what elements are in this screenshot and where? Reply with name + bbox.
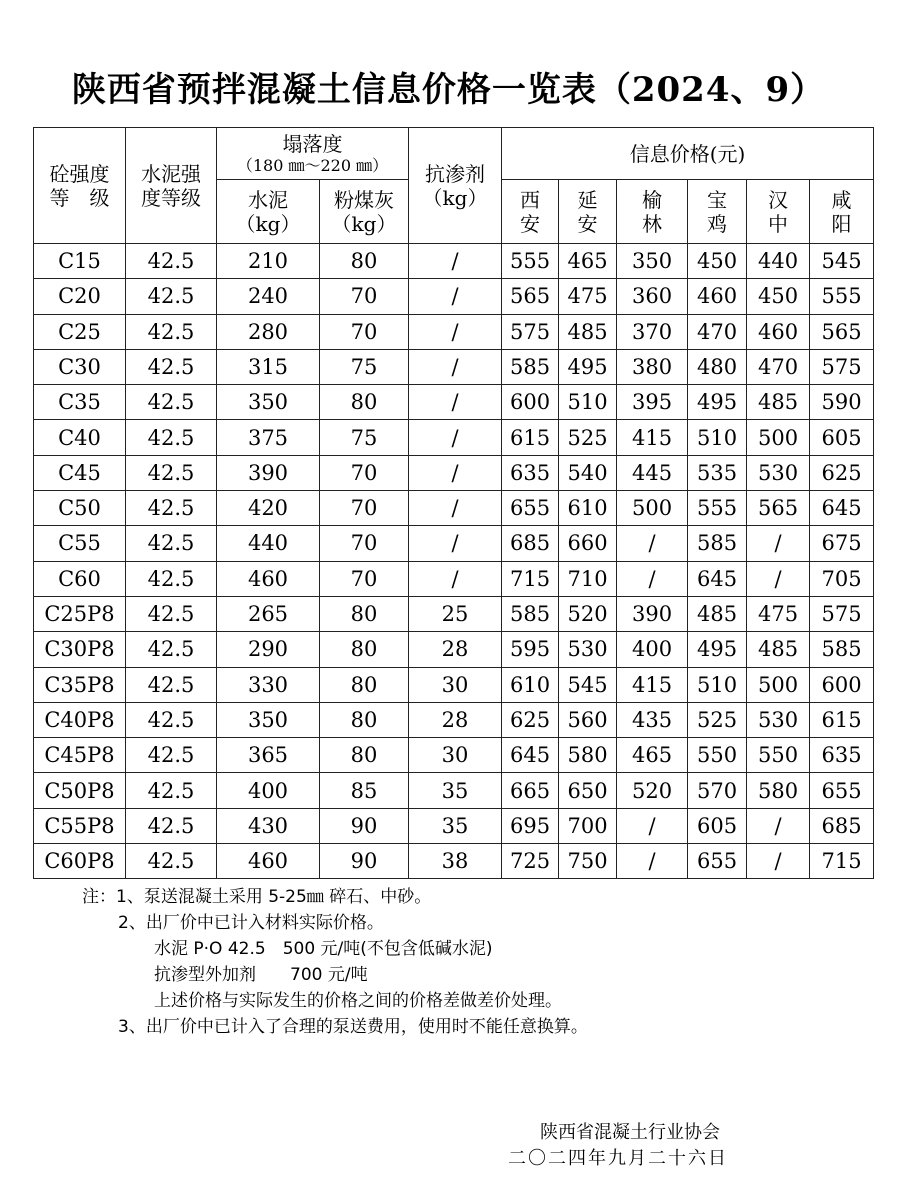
table-cell: C60P8: [34, 844, 126, 879]
table-cell: 70: [320, 526, 409, 561]
table-cell: 460: [747, 314, 810, 349]
header-cement: 水泥 （kg）: [217, 180, 320, 244]
table-cell: 510: [559, 385, 617, 420]
table-cell: 615: [810, 702, 874, 737]
table-cell: 80: [320, 667, 409, 702]
table-cell: 80: [320, 244, 409, 279]
table-cell: /: [409, 420, 502, 455]
table-row: [34, 491, 874, 526]
table-cell: 470: [688, 314, 747, 349]
table-cell: 565: [747, 491, 810, 526]
table-cell: 35: [409, 773, 502, 808]
table-cell: /: [409, 385, 502, 420]
table-cell: 610: [502, 667, 559, 702]
table-cell: 480: [688, 349, 747, 384]
table-cell: 585: [502, 349, 559, 384]
table-cell: C50P8: [34, 773, 126, 808]
table-cell: 545: [559, 667, 617, 702]
header-price: 信息价格(元): [502, 128, 874, 180]
table-cell: 645: [810, 491, 874, 526]
table-cell: 560: [559, 702, 617, 737]
table-cell: 555: [502, 244, 559, 279]
table-cell: 42.5: [126, 279, 217, 314]
note-2: 2、出厂价中已计入材料实际价格。: [118, 913, 384, 933]
table-cell: 700: [559, 808, 617, 843]
table-cell: 415: [617, 420, 688, 455]
table-cell: C60: [34, 561, 126, 596]
table-cell: 595: [502, 632, 559, 667]
table-cell: 210: [217, 244, 320, 279]
table-cell: /: [409, 491, 502, 526]
table-cell: C30P8: [34, 632, 126, 667]
table-cell: C55P8: [34, 808, 126, 843]
table-cell: C40: [34, 420, 126, 455]
table-cell: 70: [320, 491, 409, 526]
table-cell: C20: [34, 279, 126, 314]
table-cell: 590: [810, 385, 874, 420]
table-cell: 555: [688, 491, 747, 526]
table-cell: 460: [217, 561, 320, 596]
table-row: [34, 561, 874, 596]
header-city: 咸 阳: [810, 180, 874, 244]
table-cell: C45: [34, 455, 126, 490]
table-cell: 470: [747, 349, 810, 384]
table-cell: 28: [409, 702, 502, 737]
table-cell: 495: [688, 385, 747, 420]
table-cell: 635: [502, 455, 559, 490]
table-cell: /: [409, 349, 502, 384]
table-cell: 485: [688, 596, 747, 631]
table-cell: 530: [747, 455, 810, 490]
table-cell: 585: [810, 632, 874, 667]
header-city: 榆 林: [617, 180, 688, 244]
table-cell: 42.5: [126, 314, 217, 349]
header-city: 延 安: [559, 180, 617, 244]
table-cell: 42.5: [126, 667, 217, 702]
header-grade: 砼强度 等 级: [34, 128, 126, 244]
table-cell: 580: [559, 738, 617, 773]
table-cell: 360: [617, 279, 688, 314]
table-cell: 600: [502, 385, 559, 420]
table-cell: 265: [217, 596, 320, 631]
table-row: [34, 596, 874, 631]
table-cell: 715: [502, 561, 559, 596]
table-cell: 35: [409, 808, 502, 843]
table-row: [34, 667, 874, 702]
table-cell: 555: [810, 279, 874, 314]
table-cell: 430: [217, 808, 320, 843]
table-cell: 605: [688, 808, 747, 843]
table-cell: /: [747, 808, 810, 843]
table-cell: 610: [559, 491, 617, 526]
table-cell: 70: [320, 279, 409, 314]
note-2-admixture: 抗渗型外加剂 700 元/吨: [154, 965, 368, 985]
notes: [82, 884, 588, 1040]
table-cell: /: [409, 279, 502, 314]
table-cell: 465: [559, 244, 617, 279]
table-cell: 70: [320, 314, 409, 349]
table-cell: 42.5: [126, 808, 217, 843]
table-cell: /: [747, 561, 810, 596]
table-cell: 290: [217, 632, 320, 667]
note-2-cement: 水泥 P·O 42.5 500 元/吨(不包含低碱水泥): [154, 939, 493, 959]
table-body: [34, 244, 874, 879]
table-cell: 440: [217, 526, 320, 561]
table-cell: 530: [559, 632, 617, 667]
table-row: [34, 314, 874, 349]
table-row: [34, 244, 874, 279]
table-cell: 550: [688, 738, 747, 773]
table-cell: 575: [502, 314, 559, 349]
table-cell: 70: [320, 455, 409, 490]
header-slump: 塌落度 （180 ㎜～220 ㎜）: [217, 128, 409, 180]
table-cell: 42.5: [126, 491, 217, 526]
table-cell: 30: [409, 667, 502, 702]
table-cell: C40P8: [34, 702, 126, 737]
table-cell: 645: [502, 738, 559, 773]
table-cell: 475: [559, 279, 617, 314]
table-cell: /: [617, 808, 688, 843]
table-cell: /: [617, 561, 688, 596]
table-cell: 80: [320, 738, 409, 773]
table-cell: 510: [688, 667, 747, 702]
table-cell: 465: [617, 738, 688, 773]
table-cell: 540: [559, 455, 617, 490]
table-row: [34, 349, 874, 384]
table-cell: 280: [217, 314, 320, 349]
table-cell: 585: [502, 596, 559, 631]
table-cell: 450: [747, 279, 810, 314]
page-title: 陕西省预拌混凝土信息价格一览表（2024、9）: [71, 70, 826, 110]
table-cell: C35P8: [34, 667, 126, 702]
table-cell: 240: [217, 279, 320, 314]
table-cell: 605: [810, 420, 874, 455]
table-cell: 415: [617, 667, 688, 702]
table-row: [34, 738, 874, 773]
table-cell: 660: [559, 526, 617, 561]
table-cell: 495: [559, 349, 617, 384]
table-cell: 535: [688, 455, 747, 490]
table-cell: 80: [320, 385, 409, 420]
table-cell: 420: [217, 491, 320, 526]
table-cell: 575: [810, 596, 874, 631]
table-cell: 330: [217, 667, 320, 702]
table-cell: C25P8: [34, 596, 126, 631]
table-cell: 530: [747, 702, 810, 737]
table-cell: 625: [502, 702, 559, 737]
table-row: [34, 420, 874, 455]
table-cell: 42.5: [126, 385, 217, 420]
table-cell: 585: [688, 526, 747, 561]
table-cell: 445: [617, 455, 688, 490]
table-cell: 42.5: [126, 596, 217, 631]
table-cell: 495: [688, 632, 747, 667]
table-cell: 42.5: [126, 773, 217, 808]
table-cell: 500: [747, 667, 810, 702]
table-cell: 485: [747, 632, 810, 667]
table-cell: 710: [559, 561, 617, 596]
header-cement-grade: 水泥强 度等级: [126, 128, 217, 244]
table-cell: 370: [617, 314, 688, 349]
table-cell: 90: [320, 808, 409, 843]
table-cell: C55: [34, 526, 126, 561]
header-city: 宝 鸡: [688, 180, 747, 244]
price-table: [33, 127, 874, 879]
table-cell: 75: [320, 420, 409, 455]
header-city: 汉 中: [747, 180, 810, 244]
table-cell: /: [747, 844, 810, 879]
table-cell: 575: [810, 349, 874, 384]
table-cell: 42.5: [126, 738, 217, 773]
table-cell: 395: [617, 385, 688, 420]
table-row: [34, 844, 874, 879]
table-cell: C35: [34, 385, 126, 420]
table-cell: 600: [810, 667, 874, 702]
table-cell: 460: [217, 844, 320, 879]
table-row: [34, 632, 874, 667]
table-cell: /: [617, 844, 688, 879]
table-cell: 350: [217, 702, 320, 737]
table-cell: 650: [559, 773, 617, 808]
table-row: [34, 808, 874, 843]
table-cell: C15: [34, 244, 126, 279]
table-cell: 500: [617, 491, 688, 526]
table-cell: 375: [217, 420, 320, 455]
table-cell: 42.5: [126, 561, 217, 596]
table-cell: 645: [688, 561, 747, 596]
table-cell: 665: [502, 773, 559, 808]
table-cell: 655: [688, 844, 747, 879]
table-cell: 550: [747, 738, 810, 773]
table-cell: C50: [34, 491, 126, 526]
table-cell: 545: [810, 244, 874, 279]
table-cell: 28: [409, 632, 502, 667]
table-cell: 42.5: [126, 349, 217, 384]
table-cell: 80: [320, 702, 409, 737]
table-cell: 655: [502, 491, 559, 526]
table-cell: 42.5: [126, 455, 217, 490]
table-cell: 85: [320, 773, 409, 808]
table-cell: 475: [747, 596, 810, 631]
table-cell: 685: [502, 526, 559, 561]
table-cell: 30: [409, 738, 502, 773]
table-cell: 315: [217, 349, 320, 384]
signature-org: 陕西省混凝土行业协会: [540, 1122, 720, 1143]
table-cell: 90: [320, 844, 409, 879]
table-cell: 685: [810, 808, 874, 843]
table-cell: 635: [810, 738, 874, 773]
table-cell: 42.5: [126, 244, 217, 279]
table-row: [34, 279, 874, 314]
table-cell: 520: [559, 596, 617, 631]
table-cell: /: [747, 526, 810, 561]
table-cell: 460: [688, 279, 747, 314]
table-row: [34, 773, 874, 808]
table-cell: 525: [559, 420, 617, 455]
table-cell: 38: [409, 844, 502, 879]
table-cell: 705: [810, 561, 874, 596]
table-cell: C30: [34, 349, 126, 384]
table-cell: 520: [617, 773, 688, 808]
table-cell: 675: [810, 526, 874, 561]
table-cell: 615: [502, 420, 559, 455]
table-cell: 510: [688, 420, 747, 455]
signature-date: 二〇二四年九月二十六日: [508, 1148, 728, 1169]
table-cell: 565: [810, 314, 874, 349]
table-cell: C25: [34, 314, 126, 349]
table-cell: /: [409, 561, 502, 596]
table-cell: 350: [617, 244, 688, 279]
table-cell: 450: [688, 244, 747, 279]
table-cell: 715: [810, 844, 874, 879]
table-cell: /: [409, 526, 502, 561]
table-cell: 525: [688, 702, 747, 737]
table-cell: 25: [409, 596, 502, 631]
header-city: 西 安: [502, 180, 559, 244]
table-cell: 75: [320, 349, 409, 384]
table-cell: 42.5: [126, 526, 217, 561]
table-cell: 380: [617, 349, 688, 384]
table-cell: 390: [217, 455, 320, 490]
table-row: [34, 385, 874, 420]
table-cell: 80: [320, 596, 409, 631]
table-cell: /: [409, 455, 502, 490]
header-admixture: 抗渗剂 （kg）: [409, 128, 502, 244]
table-cell: 80: [320, 632, 409, 667]
table-row: [34, 702, 874, 737]
table-cell: 750: [559, 844, 617, 879]
table-cell: 390: [617, 596, 688, 631]
table-cell: 42.5: [126, 632, 217, 667]
table-cell: 400: [217, 773, 320, 808]
table-row: [34, 526, 874, 561]
table-cell: 655: [810, 773, 874, 808]
table-cell: 565: [502, 279, 559, 314]
table-cell: 70: [320, 561, 409, 596]
table-cell: 500: [747, 420, 810, 455]
note-3: 3、出厂价中已计入了合理的泵送费用，使用时不能任意换算。: [118, 1017, 588, 1037]
table-cell: 485: [559, 314, 617, 349]
table-cell: 570: [688, 773, 747, 808]
table-cell: 435: [617, 702, 688, 737]
table-cell: 485: [747, 385, 810, 420]
table-row: [34, 455, 874, 490]
header-flyash: 粉煤灰 （kg）: [320, 180, 409, 244]
table-cell: 625: [810, 455, 874, 490]
table-cell: 350: [217, 385, 320, 420]
table-cell: 42.5: [126, 702, 217, 737]
note-1: 注：1、泵送混凝土采用 5-25㎜ 碎石、中砂。: [82, 887, 432, 907]
table-cell: 440: [747, 244, 810, 279]
table-cell: 695: [502, 808, 559, 843]
table-cell: 400: [617, 632, 688, 667]
table-cell: 42.5: [126, 420, 217, 455]
table-cell: /: [617, 526, 688, 561]
table-cell: 580: [747, 773, 810, 808]
table-cell: /: [409, 244, 502, 279]
table-cell: 725: [502, 844, 559, 879]
table-cell: 365: [217, 738, 320, 773]
note-2-price-diff: 上述价格与实际发生的价格之间的价格差做差价处理。: [154, 991, 562, 1011]
table-header: [34, 128, 874, 244]
table-cell: /: [409, 314, 502, 349]
table-cell: 42.5: [126, 844, 217, 879]
table-cell: C45P8: [34, 738, 126, 773]
